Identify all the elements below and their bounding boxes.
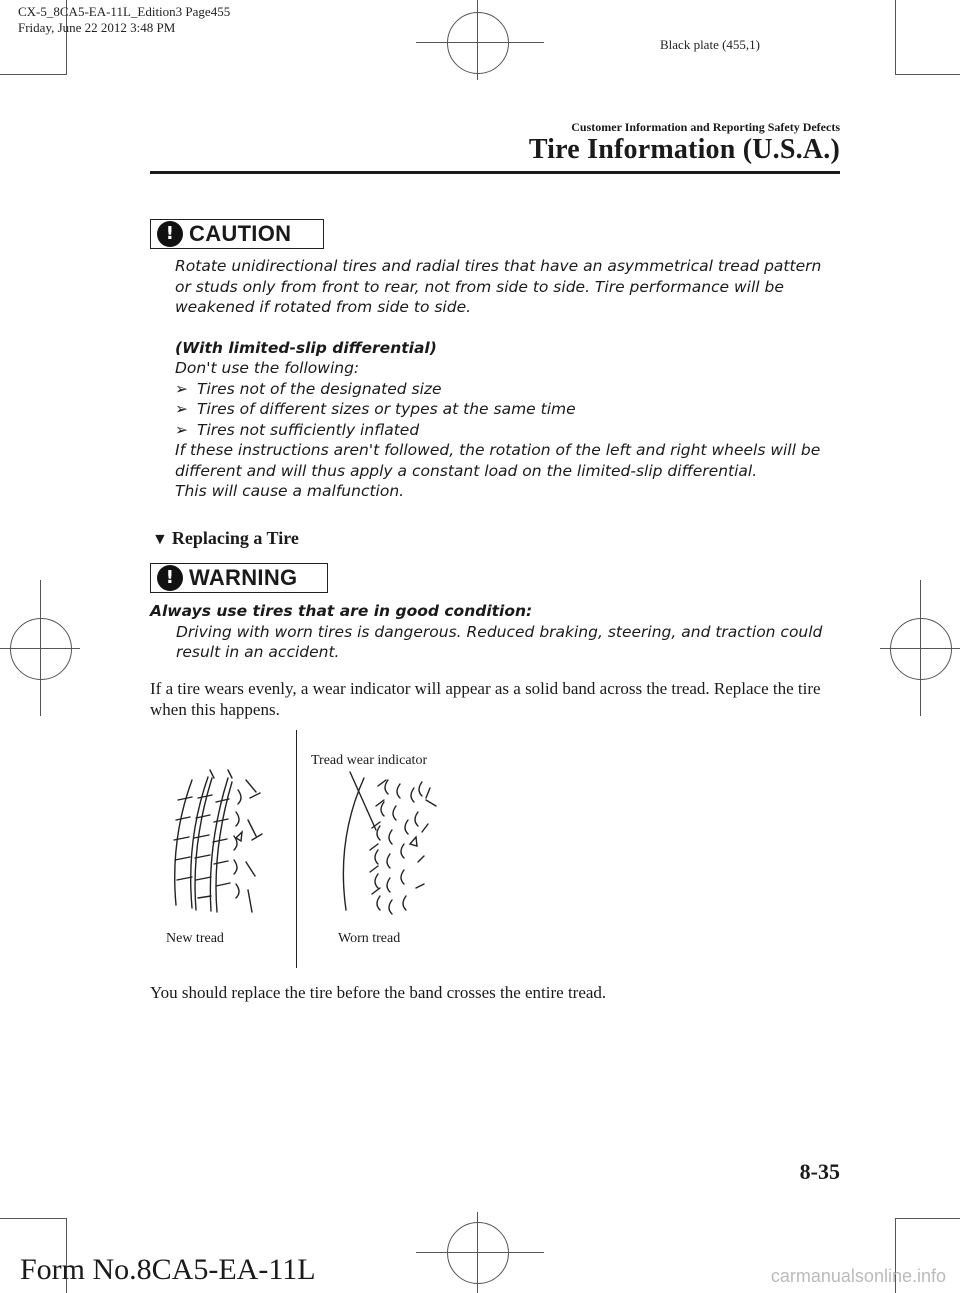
arrow-bullet-icon: ➢ <box>175 379 188 398</box>
body-paragraph-1: If a tire wears evenly, a wear indicator will appear as a solid band across the tread. Replace the tire when this happens. <box>150 679 821 719</box>
watermark: carmanualsonline.info <box>770 1266 946 1286</box>
list-item: ➢ Tires not of the designated size <box>175 379 442 398</box>
job-line-1: CX-5_8CA5-EA-11L_Edition3 Page455 <box>18 4 231 19</box>
caution-paragraph-3: This will cause a malfunction. <box>175 482 405 500</box>
triangle-down-icon: ▼ <box>152 531 168 548</box>
section-heading: ▼ Replacing a Tire <box>152 528 299 548</box>
body-paragraph-2: You should replace the tire before the band crosses the entire tread. <box>150 983 607 1002</box>
list-item: ➢ Tires not sufficiently inflated <box>175 420 420 439</box>
new-tread-label: New tread <box>166 931 224 946</box>
caution-label: CAUTION <box>189 221 292 246</box>
caution-subhead: (With limited-slip differential) <box>175 338 437 357</box>
form-number: Form No.8CA5-EA-11L <box>20 1253 316 1286</box>
header-rule <box>150 171 840 174</box>
tread-illustration <box>150 740 480 940</box>
list-item: ➢ Tires of different sizes or types at the same time <box>175 400 576 418</box>
worn-tread-label: Worn tread <box>338 931 401 946</box>
warning-label: WARNING <box>189 565 298 590</box>
arrow-bullet-icon: ➢ <box>175 400 188 418</box>
page-title: Tire Information (U.S.A.) <box>528 134 840 165</box>
caution-intro: Don't use the following: <box>175 359 360 377</box>
caution-text <box>175 256 840 502</box>
plate-label: Black plate (455,1) <box>660 37 760 52</box>
worn-tread-figure <box>343 772 436 914</box>
caution-badge <box>150 219 324 249</box>
warning-lead: Always use tires that are in good condition: <box>150 602 533 620</box>
page-number: 8-35 <box>799 1159 840 1184</box>
warning-text <box>150 601 840 663</box>
arrow-bullet-icon: ➢ <box>175 420 188 439</box>
section-title: Customer Information and Reporting Safety Defects <box>571 120 840 134</box>
job-line-2: Friday, June 22 2012 3:48 PM <box>18 20 176 35</box>
warning-detail: Driving with worn tires is dangerous. Reduced braking, steering, and traction could result in an accident. <box>176 622 823 661</box>
new-tread-figure <box>174 770 262 912</box>
caution-paragraph-1: Rotate unidirectional tires and radial tires that have an asymmetrical tread pattern or studs only from front to rear, not from side to side. Tire performance will be weakened if rotated from side to side. <box>175 257 822 316</box>
tread-wear-indicator-label: Tread wear indicator <box>311 753 428 768</box>
caution-paragraph-2: If these instructions aren't followed, the rotation of the left and right wheels will be different and will thus apply a constant load on the limited-slip differential. <box>175 441 821 480</box>
warning-badge <box>150 563 328 593</box>
warning-triangle-icon: ! <box>157 221 183 247</box>
warning-triangle-icon: ! <box>157 565 183 591</box>
print-job-info <box>18 4 230 36</box>
